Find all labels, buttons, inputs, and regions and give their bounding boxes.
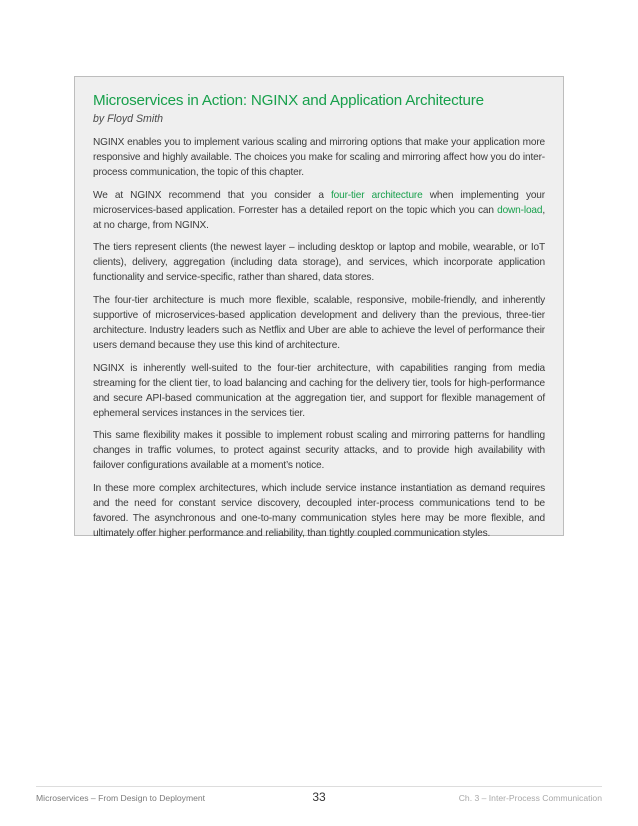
paragraph-5: NGINX is inherently well-suited to the four-tier architecture, with capabilities ranging from media streaming for the client tier, to load balancing and caching for the delivery tier, tools for high-performance and secure API-based communication at the aggregation tier, and support for flexible management of ephemeral services instances in the services tier. (93, 362, 545, 419)
paragraph-2 (93, 189, 545, 234)
paragraph-2-text-middle: when implementing your microservices-based application. Forrester has a detailed report on the topic which you can (93, 189, 545, 216)
paragraph-4: The four-tier architecture is much more flexible, scalable, responsive, mobile-friendly, and inherently supportive of microservices-based application development and delivery than the previous, three-tier architecture. Industry leaders such as Netflix and Uber are able to achieve the level of performance their users demand because they use this kind of architecture. (93, 295, 545, 351)
paragraph-1: NGINX enables you to implement various scaling and mirroring options that make your application more responsive and highly available. The choices you make for scaling and mirroring affect how you do inter-process communication, the topic of this chapter. (93, 137, 545, 178)
four-tier-architecture-link[interactable]: four-tier architecture (331, 189, 423, 201)
footer-chapter-title: Ch. 3 – Inter-Process Communication (458, 793, 602, 803)
sidebar-byline: by Floyd Smith (93, 113, 164, 125)
paragraph-6: This same flexibility makes it possible to implement robust scaling and mirroring patterns for handling changes in traffic volumes, to protect against security attacks, and to provide high availability with failover configurations available at a moment’s notice. (93, 430, 545, 472)
paragraph-2-text-start: We at NGINX recommend that you consider a (93, 189, 332, 201)
sidebar-title: Microservices in Action: NGINX and Application Architecture (93, 92, 484, 109)
download-link[interactable]: down-load (497, 204, 543, 216)
sidebar-box (74, 76, 564, 539)
footer-page-number: 33 (312, 790, 326, 804)
footer-book-title: Microservices – From Design to Deployment (36, 793, 206, 803)
paragraph-2-text-end: , at no charge, from NGINX. (93, 204, 545, 231)
paragraph-7: In these more complex architectures, which include service instance instantiation as demand requires and the need for constant service discovery, decoupled inter-process communications tend to be favored. The asynchronous and one-to-many communication styles here may be more flexible, and ultimately offer higher performance and reliability, than tightly coupled communication styles. (93, 483, 545, 539)
paragraph-3: The tiers represent clients (the newest layer – including desktop or laptop and mobile, wearable, or IoT clients), delivery, aggregation (including data storage), and services, which incorporate application functionality and service-specific, rather than shared, data stores. (93, 242, 545, 284)
footer-divider (36, 786, 602, 787)
